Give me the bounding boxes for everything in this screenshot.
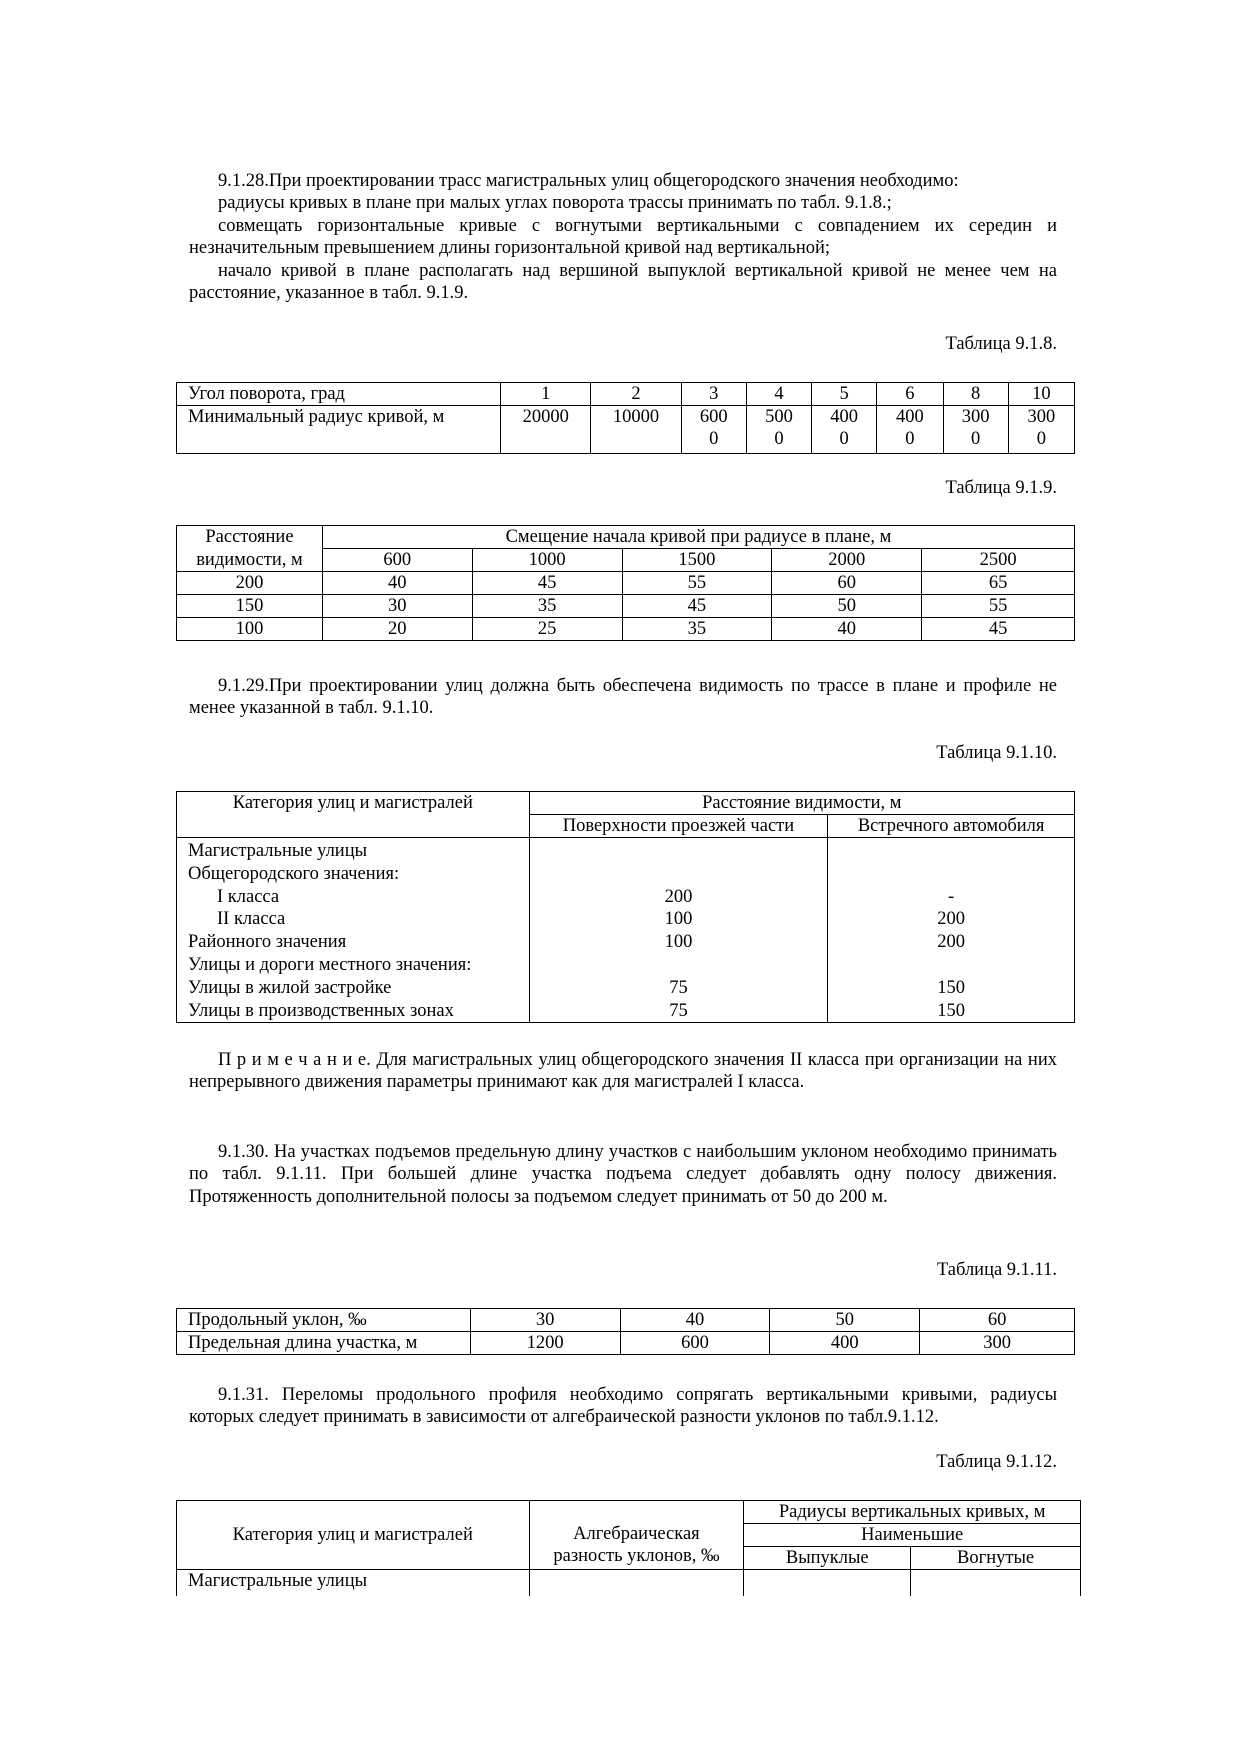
list-item: Улицы и дороги местного значения: [188, 954, 472, 975]
table-cell: 100 [177, 618, 323, 641]
table-cell: 8 [943, 383, 1008, 406]
oncoming-column [828, 838, 1075, 1023]
table-cell: 45 [622, 595, 772, 618]
section-9-1-28 [189, 170, 1057, 304]
table-cell: 400 [770, 1332, 920, 1355]
list-item: I класса [217, 886, 280, 907]
table-caption: Таблица 9.1.12. [936, 1452, 1057, 1472]
header-cell: Категория улиц и магистралей [177, 1501, 530, 1570]
section-9-1-31 [189, 1384, 1057, 1429]
list-item: Улицы в производственных зонах [188, 1000, 454, 1021]
table-cell: 35 [472, 595, 622, 618]
table-cell: 75 [669, 1000, 688, 1021]
table-row [177, 383, 1075, 406]
header-cell: Выпуклые [744, 1547, 911, 1570]
section-9-1-30 [189, 1141, 1057, 1208]
note-text: П р и м е ч а н и е. Для магистральных улиц общегородского значения II класса при организации на них непрерывного движения параметры принимают как для магистралей I класса. [189, 1050, 1057, 1093]
table-cell: 20 [322, 618, 472, 641]
table-cell: 100 [664, 932, 693, 953]
header-cell: 600 [322, 549, 472, 572]
note-label: П р и м е ч а н и е. [218, 1050, 371, 1070]
table-cell: 30 [470, 1309, 620, 1332]
paragraph: радиусы кривых в плане при малых углах поворота трассы принимать по табл. 9.1.8.; [218, 193, 892, 214]
category-column [177, 838, 530, 1023]
list-item: Районного значения [188, 932, 347, 953]
table-9-1-8 [176, 382, 1075, 454]
table-cell [529, 1570, 744, 1596]
table-9-1-9 [176, 525, 1075, 641]
table-row [177, 595, 1075, 618]
table-row [177, 572, 1075, 595]
table-row [177, 1570, 1081, 1596]
table-cell: 300 0 [1008, 406, 1074, 454]
table-cell: - [948, 886, 955, 907]
paragraph: 9.1.30. На участках подъемов предельную длину участков с наибольшим уклоном необходимо принимать по табл. 9.1.11. При большей длине участка подъема следует добавлять одну полосу движения. Протяженность дополнительной полосы за подъемом следует принимать от 50 до 200 м. [189, 1142, 1057, 1207]
table-cell: 200 [664, 886, 693, 907]
table-cell: 45 [472, 572, 622, 595]
table-caption: Таблица 9.1.11. [936, 1260, 1057, 1280]
table-cell: 400 0 [812, 406, 877, 454]
surface-column [529, 838, 828, 1023]
table-cell: 150 [937, 977, 965, 998]
header-cell: Поверхности проезжей части [529, 815, 828, 838]
table-row [177, 1501, 1081, 1524]
header-cell: Встречного автомобиля [828, 815, 1075, 838]
table-9-1-11 [176, 1308, 1075, 1355]
table-cell: 45 [922, 618, 1075, 641]
table-cell: 400 0 [877, 406, 943, 454]
table-cell: 25 [472, 618, 622, 641]
header-cell: видимости, м [177, 549, 323, 572]
header-cell: Наименьшие [744, 1524, 1081, 1547]
table-row [177, 406, 1075, 454]
row-label: Угол поворота, град [177, 383, 501, 406]
table-cell: 20000 [501, 406, 591, 454]
table-cell: 100 [664, 909, 693, 930]
list-item: Общегородского значения: [188, 863, 400, 884]
table-caption: Таблица 9.1.9. [945, 478, 1057, 498]
paragraph: совмещать горизонтальные кривые с вогнутыми вертикальными с совпадением их середин и незначительным превышением длины горизонтальной кривой над вертикальной; [189, 215, 1057, 259]
note [189, 1049, 1057, 1094]
table-cell: 10 [1008, 383, 1074, 406]
table-cell: 30 [322, 595, 472, 618]
table-caption: Таблица 9.1.8. [945, 334, 1057, 354]
table-cell: 10000 [591, 406, 681, 454]
table-cell: 60 [920, 1309, 1075, 1332]
table-cell: 75 [669, 977, 688, 998]
table-cell: 300 [920, 1332, 1075, 1355]
header-cell: Расстояние [177, 526, 323, 549]
table-cell: 200 [937, 909, 965, 930]
list-item: Магистральные улицы [188, 841, 368, 861]
table-cell: 5 [812, 383, 877, 406]
row-label: Магистральные улицы [177, 1570, 530, 1596]
table-row [177, 549, 1075, 572]
header-cell: Категория улиц и магистралей [177, 792, 530, 838]
header-cell: Радиусы вертикальных кривых, м [744, 1501, 1081, 1524]
list-item: II класса [217, 909, 286, 930]
table-cell: 40 [322, 572, 472, 595]
row-label: Продольный уклон, ‰ [177, 1309, 471, 1332]
table-cell: 150 [937, 1000, 965, 1021]
header-cell: 2000 [772, 549, 922, 572]
table-cell: 3 [681, 383, 746, 406]
header-cell: Вогнутые [911, 1547, 1081, 1570]
section-9-1-29 [189, 675, 1057, 720]
table-row [177, 792, 1075, 815]
header-cell: 1500 [622, 549, 772, 572]
paragraph: 9.1.28.При проектировании трасс магистральных улиц общегородского значения необходимо: [218, 171, 959, 191]
table-cell: 600 [620, 1332, 770, 1355]
row-label: Минимальный радиус кривой, м [177, 406, 501, 454]
table-cell: 200 [937, 932, 965, 953]
table-cell: 6 [877, 383, 943, 406]
table-row [177, 1309, 1075, 1332]
header-cell: Расстояние видимости, м [529, 792, 1074, 815]
table-cell: 2 [591, 383, 681, 406]
header-cell: 2500 [922, 549, 1075, 572]
table-cell: 1200 [470, 1332, 620, 1355]
header-cell: Смещение начала кривой при радиусе в плане, м [322, 526, 1074, 549]
table-row [177, 1332, 1075, 1355]
table-cell [911, 1570, 1081, 1596]
table-9-1-10 [176, 791, 1075, 1023]
table-cell: 55 [622, 572, 772, 595]
table-9-1-12 [176, 1500, 1081, 1596]
table-cell: 35 [622, 618, 772, 641]
table-cell: 1 [501, 383, 591, 406]
table-row [177, 526, 1075, 549]
table-cell: 65 [922, 572, 1075, 595]
list-item: Улицы в жилой застройке [188, 977, 392, 998]
table-cell: 40 [620, 1309, 770, 1332]
header-cell: 1000 [472, 549, 622, 572]
table-row [177, 838, 1075, 1023]
table-cell: 150 [177, 595, 323, 618]
table-cell: 4 [746, 383, 811, 406]
table-cell: 600 0 [681, 406, 746, 454]
row-label: Предельная длина участка, м [177, 1332, 471, 1355]
table-cell: 60 [772, 572, 922, 595]
table-caption: Таблица 9.1.10. [936, 743, 1057, 763]
table-cell [744, 1570, 911, 1596]
table-cell: 50 [770, 1309, 920, 1332]
table-cell: 55 [922, 595, 1075, 618]
table-cell: 50 [772, 595, 922, 618]
table-cell: 40 [772, 618, 922, 641]
table-cell: 300 0 [943, 406, 1008, 454]
table-cell: 500 0 [746, 406, 811, 454]
header-cell: Алгебраическая разность уклонов, ‰ [529, 1501, 744, 1570]
table-row [177, 618, 1075, 641]
paragraph: 9.1.31. Переломы продольного профиля необходимо сопрягать вертикальными кривыми, радиусы которых следует принимать в зависимости от алгебраической разности уклонов по табл.9.1.12. [189, 1385, 1057, 1428]
paragraph: начало кривой в плане располагать над вершиной выпуклой вертикальной кривой не менее чем на расстояние, указанное в табл. 9.1.9. [189, 260, 1057, 304]
paragraph: 9.1.29.При проектировании улиц должна быть обеспечена видимость по трассе в плане и профиле не менее указанной в табл. 9.1.10. [189, 676, 1057, 719]
table-cell: 200 [177, 572, 323, 595]
